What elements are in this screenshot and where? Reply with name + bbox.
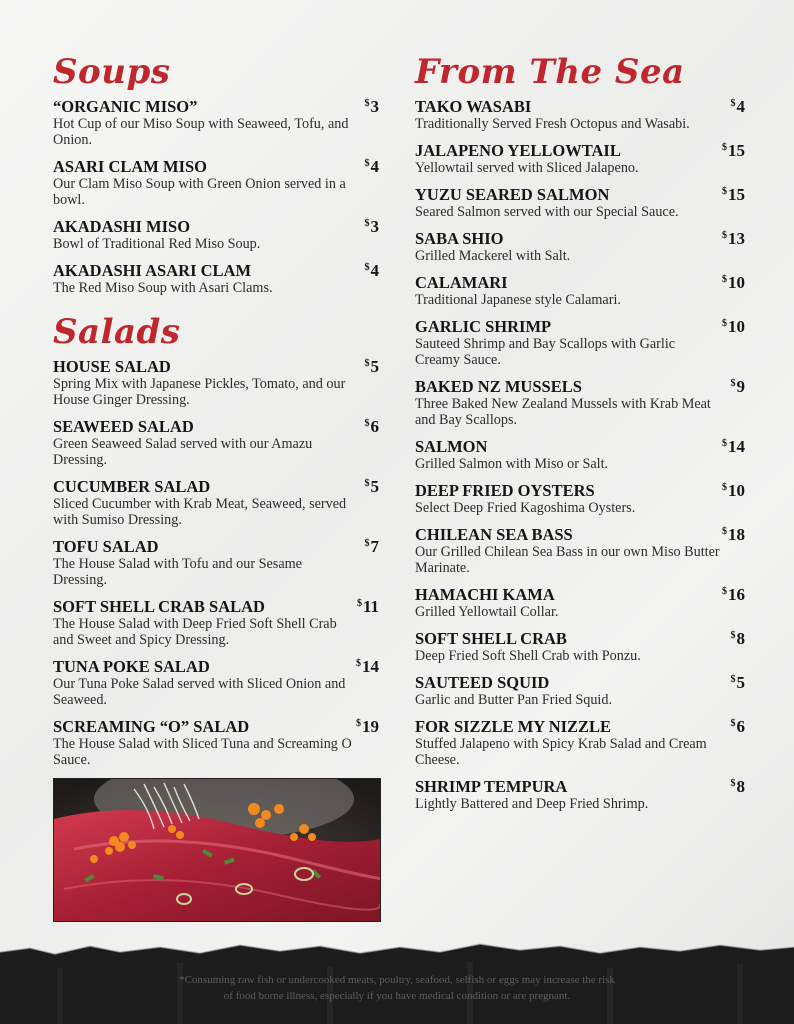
menu-item-name: BAKED NZ MUSSELS: [415, 377, 582, 396]
menu-item: [53, 218, 379, 252]
price-amount: 14: [362, 657, 379, 676]
menu-item-description: Our Grilled Chilean Sea Bass in our own Miso Butter Marinate.: [415, 544, 720, 576]
menu-item-price: [365, 477, 380, 497]
menu-item: [415, 378, 745, 428]
price-amount: 9: [736, 377, 745, 396]
price-amount: 18: [728, 525, 745, 544]
menu-item: [53, 98, 379, 148]
menu-item-price: [365, 217, 380, 237]
price-amount: 5: [370, 357, 379, 376]
menu-item-description: Lightly Battered and Deep Fried Shrimp.: [415, 796, 649, 812]
price-amount: 6: [370, 417, 379, 436]
menu-item-price: [365, 417, 380, 437]
menu-item-name: CHILEAN SEA BASS: [415, 525, 573, 544]
price-amount: 5: [736, 673, 745, 692]
menu-item-name: YUZU SEARED SALMON: [415, 185, 610, 204]
currency-symbol: $: [722, 274, 727, 285]
menu-item-description: The Red Miso Soup with Asari Clams.: [53, 280, 273, 296]
price-amount: 8: [736, 777, 745, 796]
menu-item-description: Grilled Mackerel with Salt.: [415, 248, 571, 264]
menu-item-price: [731, 673, 746, 693]
section-title-soups: Soups: [53, 52, 171, 92]
menu-item-name: “ORGANIC MISO”: [53, 97, 198, 116]
menu-item-price: [722, 185, 745, 205]
menu-item: [415, 230, 745, 264]
menu-item-description: Our Tuna Poke Salad served with Sliced Onion and Seaweed.: [53, 676, 346, 708]
menu-item-name: FOR SIZZLE MY NIZZLE: [415, 717, 612, 736]
price-amount: 13: [728, 229, 745, 248]
menu-item-price: [356, 717, 379, 737]
currency-symbol: $: [730, 674, 736, 685]
currency-symbol: $: [730, 630, 736, 641]
menu-item-name: HAMACHI KAMA: [415, 585, 555, 604]
currency-symbol: $: [722, 586, 727, 597]
menu-item-price: [365, 357, 380, 377]
currency-symbol: $: [722, 482, 727, 493]
menu-item-price: [365, 261, 380, 281]
menu-item-description: Grilled Yellowtail Collar.: [415, 604, 559, 620]
menu-item: [415, 718, 745, 768]
currency-symbol: $: [356, 658, 361, 669]
menu-item-description: Traditional Japanese style Calamari.: [415, 292, 621, 308]
currency-symbol: $: [722, 526, 727, 537]
currency-symbol: $: [730, 98, 736, 109]
menu-item-name: CUCUMBER SALAD: [53, 477, 211, 496]
footer-banner: [0, 938, 794, 1024]
section-title-from-the-sea: From The Sea: [415, 52, 685, 92]
menu-item-name: CALAMARI: [415, 273, 508, 292]
menu-item-price: [731, 717, 746, 737]
menu-item-description: The House Salad with Sliced Tuna and Screaming O Sauce.: [53, 736, 352, 768]
menu-item: [53, 718, 379, 768]
price-amount: 10: [728, 273, 745, 292]
menu-item-name: ASARI CLAM MISO: [53, 157, 208, 176]
currency-symbol: $: [364, 358, 370, 369]
menu-item: [415, 778, 745, 812]
food-photo-illustration: [54, 779, 380, 921]
menu-item-description: Our Clam Miso Soup with Green Onion served in a bowl.: [53, 176, 346, 208]
currency-symbol: $: [722, 230, 727, 241]
menu-item: [53, 158, 379, 208]
currency-symbol: $: [364, 538, 370, 549]
price-amount: 11: [362, 597, 379, 616]
menu-item-price: [722, 141, 745, 161]
menu-item-name: AKADASHI MISO: [53, 217, 191, 236]
price-amount: 19: [362, 717, 379, 736]
menu-item: [415, 526, 745, 576]
menu-item-description: Grilled Salmon with Miso or Salt.: [415, 456, 609, 472]
currency-symbol: $: [364, 158, 370, 169]
menu-item-price: [722, 525, 745, 545]
menu-item-description: Spring Mix with Japanese Pickles, Tomato, and our House Ginger Dressing.: [53, 376, 346, 408]
menu-item-price: [731, 629, 746, 649]
currency-symbol: $: [730, 778, 736, 789]
menu-item-description: The House Salad with Tofu and our Sesame Dressing.: [53, 556, 302, 588]
menu-item: [53, 418, 379, 468]
tuna-poke-salad-photo: [53, 778, 381, 922]
price-amount: 8: [736, 629, 745, 648]
food-safety-disclaimer: [0, 972, 794, 1004]
price-amount: 6: [736, 717, 745, 736]
menu-item: [415, 98, 745, 132]
right-column: [415, 50, 745, 822]
menu-item-name: SALMON: [415, 437, 488, 456]
price-amount: 16: [728, 585, 745, 604]
price-amount: 3: [370, 97, 379, 116]
menu-item-name: SOFT SHELL CRAB SALAD: [53, 597, 265, 616]
menu-item-description: The House Salad with Deep Fried Soft Shell Crab and Sweet and Spicy Dressing.: [53, 616, 337, 648]
menu-item-price: [722, 229, 745, 249]
menu-item: [415, 674, 745, 708]
menu-item-description: Sliced Cucumber with Krab Meat, Seaweed, served with Sumiso Dressing.: [53, 496, 347, 528]
menu-item-description: Garlic and Butter Pan Fried Squid.: [415, 692, 613, 708]
price-amount: 15: [728, 141, 745, 160]
menu-item: [415, 142, 745, 176]
price-amount: 14: [728, 437, 745, 456]
currency-symbol: $: [730, 718, 736, 729]
menu-item: [415, 630, 745, 664]
menu-item: [415, 586, 745, 620]
section-title-salads: Salads: [53, 312, 181, 352]
price-amount: 7: [370, 537, 379, 556]
price-amount: 15: [728, 185, 745, 204]
price-amount: 4: [736, 97, 745, 116]
menu-item: [415, 274, 745, 308]
menu-item: [53, 598, 379, 648]
menu-item-description: Stuffed Jalapeno with Spicy Krab Salad and Cream Cheese.: [415, 736, 707, 768]
menu-item-price: [722, 273, 745, 293]
menu-item-price: [722, 317, 745, 337]
price-amount: 10: [728, 481, 745, 500]
menu-item-price: [356, 657, 379, 677]
menu-item-name: HOUSE SALAD: [53, 357, 171, 376]
menu-item-name: SABA SHIO: [415, 229, 504, 248]
sea-list: [415, 98, 745, 812]
menu-item: [415, 482, 745, 516]
menu-item-description: Traditionally Served Fresh Octopus and Wasabi.: [415, 116, 690, 132]
salads-list: [53, 358, 379, 768]
menu-item-name: SAUTEED SQUID: [415, 673, 550, 692]
menu-item: [53, 478, 379, 528]
disclaimer-line-2: of food borne illness, especially if you have medical condition or are pregnant.: [223, 990, 571, 1002]
menu-item-name: SEAWEED SALAD: [53, 417, 194, 436]
currency-symbol: $: [356, 598, 362, 609]
menu-item-price: [731, 377, 746, 397]
menu-item-description: Hot Cup of our Miso Soup with Seaweed, Tofu, and Onion.: [53, 116, 349, 148]
price-amount: 10: [728, 317, 745, 336]
currency-symbol: $: [364, 218, 370, 229]
menu-item-price: [722, 481, 745, 501]
price-amount: 4: [370, 261, 379, 280]
menu-item-price: [365, 157, 380, 177]
menu-item-description: Green Seaweed Salad served with our Amazu Dressing.: [53, 436, 313, 468]
menu-item-name: GARLIC SHRIMP: [415, 317, 552, 336]
menu-item-name: SHRIMP TEMPURA: [415, 777, 568, 796]
menu-item-name: TUNA POKE SALAD: [53, 657, 210, 676]
left-column: [53, 50, 379, 778]
menu-item: [53, 358, 379, 408]
currency-symbol: $: [364, 418, 370, 429]
menu-item: [53, 538, 379, 588]
currency-symbol: $: [722, 438, 727, 449]
price-amount: 5: [370, 477, 379, 496]
menu-item-name: TOFU SALAD: [53, 537, 159, 556]
menu-item-description: Deep Fried Soft Shell Crab with Ponzu.: [415, 648, 641, 664]
menu-item-description: Three Baked New Zealand Mussels with Krab Meat and Bay Scallops.: [415, 396, 711, 428]
menu-item-price: [731, 777, 746, 797]
currency-symbol: $: [356, 718, 361, 729]
menu-item-description: Select Deep Fried Kagoshima Oysters.: [415, 500, 636, 516]
currency-symbol: $: [722, 186, 727, 197]
menu-item: [53, 658, 379, 708]
price-amount: 4: [370, 157, 379, 176]
menu-item-description: Seared Salmon served with our Special Sauce.: [415, 204, 679, 220]
menu-item-name: SCREAMING “O” SALAD: [53, 717, 250, 736]
currency-symbol: $: [730, 378, 736, 389]
menu-item-description: Bowl of Traditional Red Miso Soup.: [53, 236, 261, 252]
menu-item: [415, 186, 745, 220]
currency-symbol: $: [722, 142, 727, 153]
menu-item-name: SOFT SHELL CRAB: [415, 629, 567, 648]
menu-item-price: [722, 585, 745, 605]
menu-item: [415, 438, 745, 472]
soups-list: [53, 98, 379, 296]
currency-symbol: $: [364, 478, 370, 489]
menu-item-price: [357, 597, 379, 617]
currency-symbol: $: [364, 98, 370, 109]
menu-item-name: AKADASHI ASARI CLAM: [53, 261, 252, 280]
menu-item: [415, 318, 745, 368]
menu-item-description: Yellowtail served with Sliced Jalapeno.: [415, 160, 639, 176]
menu-item-name: DEEP FRIED OYSTERS: [415, 481, 595, 500]
menu-item-price: [365, 97, 380, 117]
currency-symbol: $: [722, 318, 727, 329]
menu-item-price: [731, 97, 746, 117]
menu-item: [53, 262, 379, 296]
menu-item-name: JALAPENO YELLOWTAIL: [415, 141, 621, 160]
menu-item-price: [722, 437, 745, 457]
disclaimer-line-1: *Consuming raw fish or undercooked meats, poultry, seafood, selfish or eggs may increase the risk: [179, 974, 615, 986]
menu-item-price: [365, 537, 380, 557]
price-amount: 3: [370, 217, 379, 236]
menu-item-description: Sauteed Shrimp and Bay Scallops with Garlic Creamy Sauce.: [415, 336, 676, 368]
menu-item-name: TAKO WASABI: [415, 97, 532, 116]
currency-symbol: $: [364, 262, 370, 273]
